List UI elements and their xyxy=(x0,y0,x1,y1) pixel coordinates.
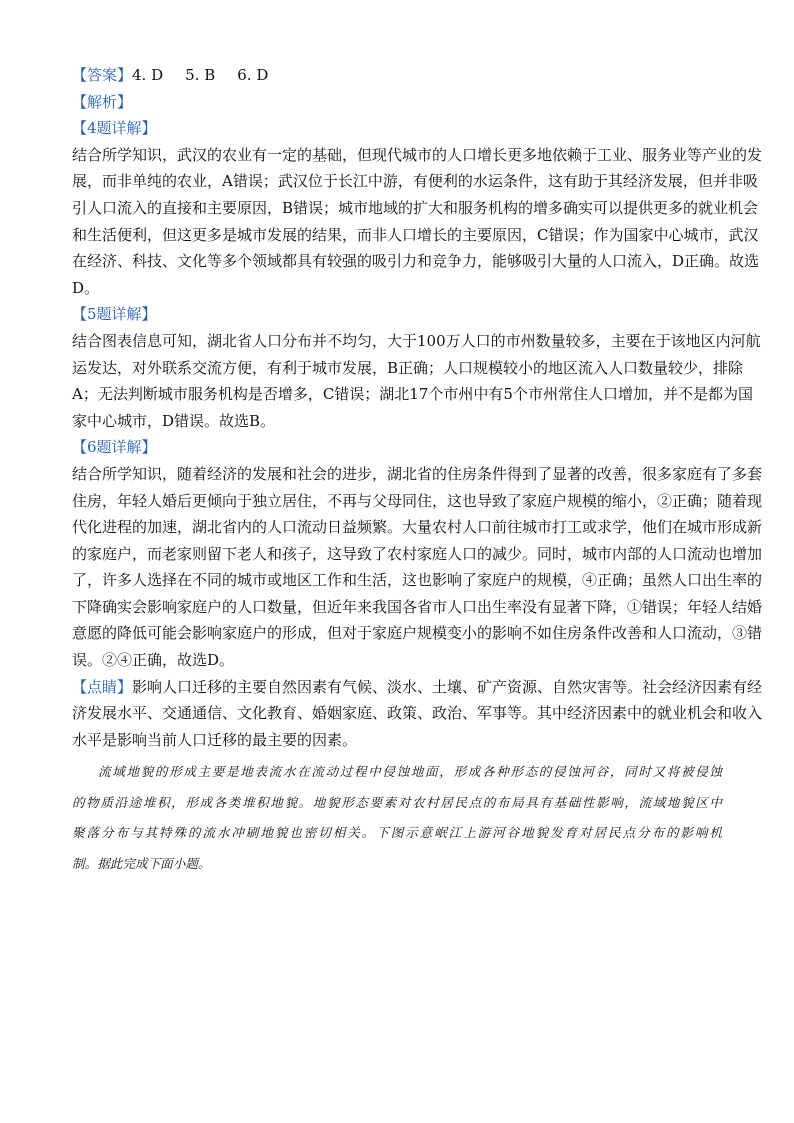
tips-line xyxy=(72,674,763,701)
q6-explanation xyxy=(72,461,763,674)
passage-line: 流域地貌的形成主要是地表流水在流动过程中侵蚀地面，形成各种形态的侵蚀河谷，同时又将被侵蚀 xyxy=(98,764,722,780)
q4-heading: 【4题详解】 xyxy=(72,119,157,138)
answer-item-5: 5. B xyxy=(185,66,216,84)
passage-line: 制。据此完成下面小题。 xyxy=(72,855,211,871)
q6-line: 代化进程的加速，湖北省内的人口流动日益频繁。大量农村人口前往城市打工或求学，他们在城市形成新 xyxy=(72,518,763,537)
q6-line: 下降确实会影响家庭户的人口数量，但近年来我国各省市人口出生率没有显著下降，①错误；年轻人结婚 xyxy=(72,597,763,616)
tips-line: 水平是影响当前人口迁移的最主要的因素。 xyxy=(72,730,358,749)
tips-text: 影响人口迁移的主要自然因素有气候、淡水、土壤、矿产资源、自然灾害等。社会经济因素有经 xyxy=(132,677,763,696)
tips-line: 济发展水平、交通通信、文化教育、婚姻家庭、政策、政治、军事等。其中经济因素中的就业机会和收入 xyxy=(72,704,763,723)
passage-line: 聚落分布与其特殊的流水冲刷地貌也密切相关。下图示意岷江上游河谷地貌发育对居民点分布的影响机 xyxy=(72,825,722,841)
q4-line: 引人口流入的直接和主要原因，B错误；城市地域的扩大和服务机构的增多确实可以提供更多的就业机会 xyxy=(72,198,759,217)
reading-passage xyxy=(72,757,722,879)
q5-line: 家中心城市，D错误。故选B。 xyxy=(72,411,276,430)
q5-line: 运发达，对外联系交流方便，有利于城市发展，B正确；人口规模较小的地区流入人口数量较少，排除 xyxy=(72,358,744,377)
q4-line: 结合所学知识，武汉的农业有一定的基础，但现代城市的人口增长更多地依赖于工业、服务业等产业的发 xyxy=(72,145,763,164)
answer-line xyxy=(72,62,722,89)
q6-heading: 【6题详解】 xyxy=(72,438,157,457)
q6-line: 了，许多人选择在不同的城市或地区工作和生活，这也影响了家庭户的规模，④正确；虽然人口出生率的 xyxy=(72,571,763,590)
q5-explanation xyxy=(72,328,761,434)
passage-line: 的物质沿途堆积，形成各类堆积地貌。地貌形态要素对农村居民点的布局具有基础性影响，流域地貌区中 xyxy=(72,794,722,810)
answer-tag: 【答案】 xyxy=(72,66,133,84)
q4-explanation xyxy=(72,142,763,302)
answer-item-6: 6. D xyxy=(237,66,269,84)
q4-line: 在经济、科技、文化等多个领域都具有较强的吸引力和竞争力，能够吸引大量的人口流入，D正确。故选 xyxy=(72,252,760,271)
q4-line: D。 xyxy=(72,278,100,297)
q6-line: 结合所学知识，随着经济的发展和社会的进步，湖北省的住房条件得到了显著的改善，很多家庭有了多套 xyxy=(72,464,763,483)
q6-line: 误。②④正确，故选D。 xyxy=(72,651,235,670)
q5-line: 结合图表信息可知，湖北省人口分布并不均匀，大于100万人口的市州数量较多，主要在于该地区内河航 xyxy=(72,331,761,350)
q6-line: 的家庭户，而老家则留下老人和孩子，这导致了农村家庭人口的减少。同时，城市内部的人口流动也增加 xyxy=(72,544,763,563)
tips-section xyxy=(72,674,763,754)
q4-line: 展，而非单纯的农业，A错误；武汉位于长江中游，有便利的水运条件，这有助于其经济发展，但并非吸 xyxy=(72,172,758,191)
q4-line: 和生活便利，但这更多是城市发展的结果，而非人口增长的主要原因，C错误；作为国家中心城市，武汉 xyxy=(72,225,759,244)
q5-heading: 【5题详解】 xyxy=(72,305,157,324)
tips-tag: 【点睛】 xyxy=(72,677,133,696)
answer-item-4: 4. D xyxy=(132,66,164,84)
q6-line: 意愿的降低可能会影响家庭户的形成，但对于家庭户规模变小的影响不如住房条件改善和人口流动，③错 xyxy=(72,624,763,643)
analysis-heading: 【解析】 xyxy=(72,92,133,111)
answer-document xyxy=(72,62,763,879)
q5-line: A；无法判断城市服务机构是否增多，C错误；湖北17个市州中有5个市州常住人口增加，并不是都为国 xyxy=(72,385,753,404)
q6-line: 住房，年轻人婚后更倾向于独立居住，不再与父母同住，这也导致了家庭户规模的缩小，②正确；随着现 xyxy=(72,491,763,510)
